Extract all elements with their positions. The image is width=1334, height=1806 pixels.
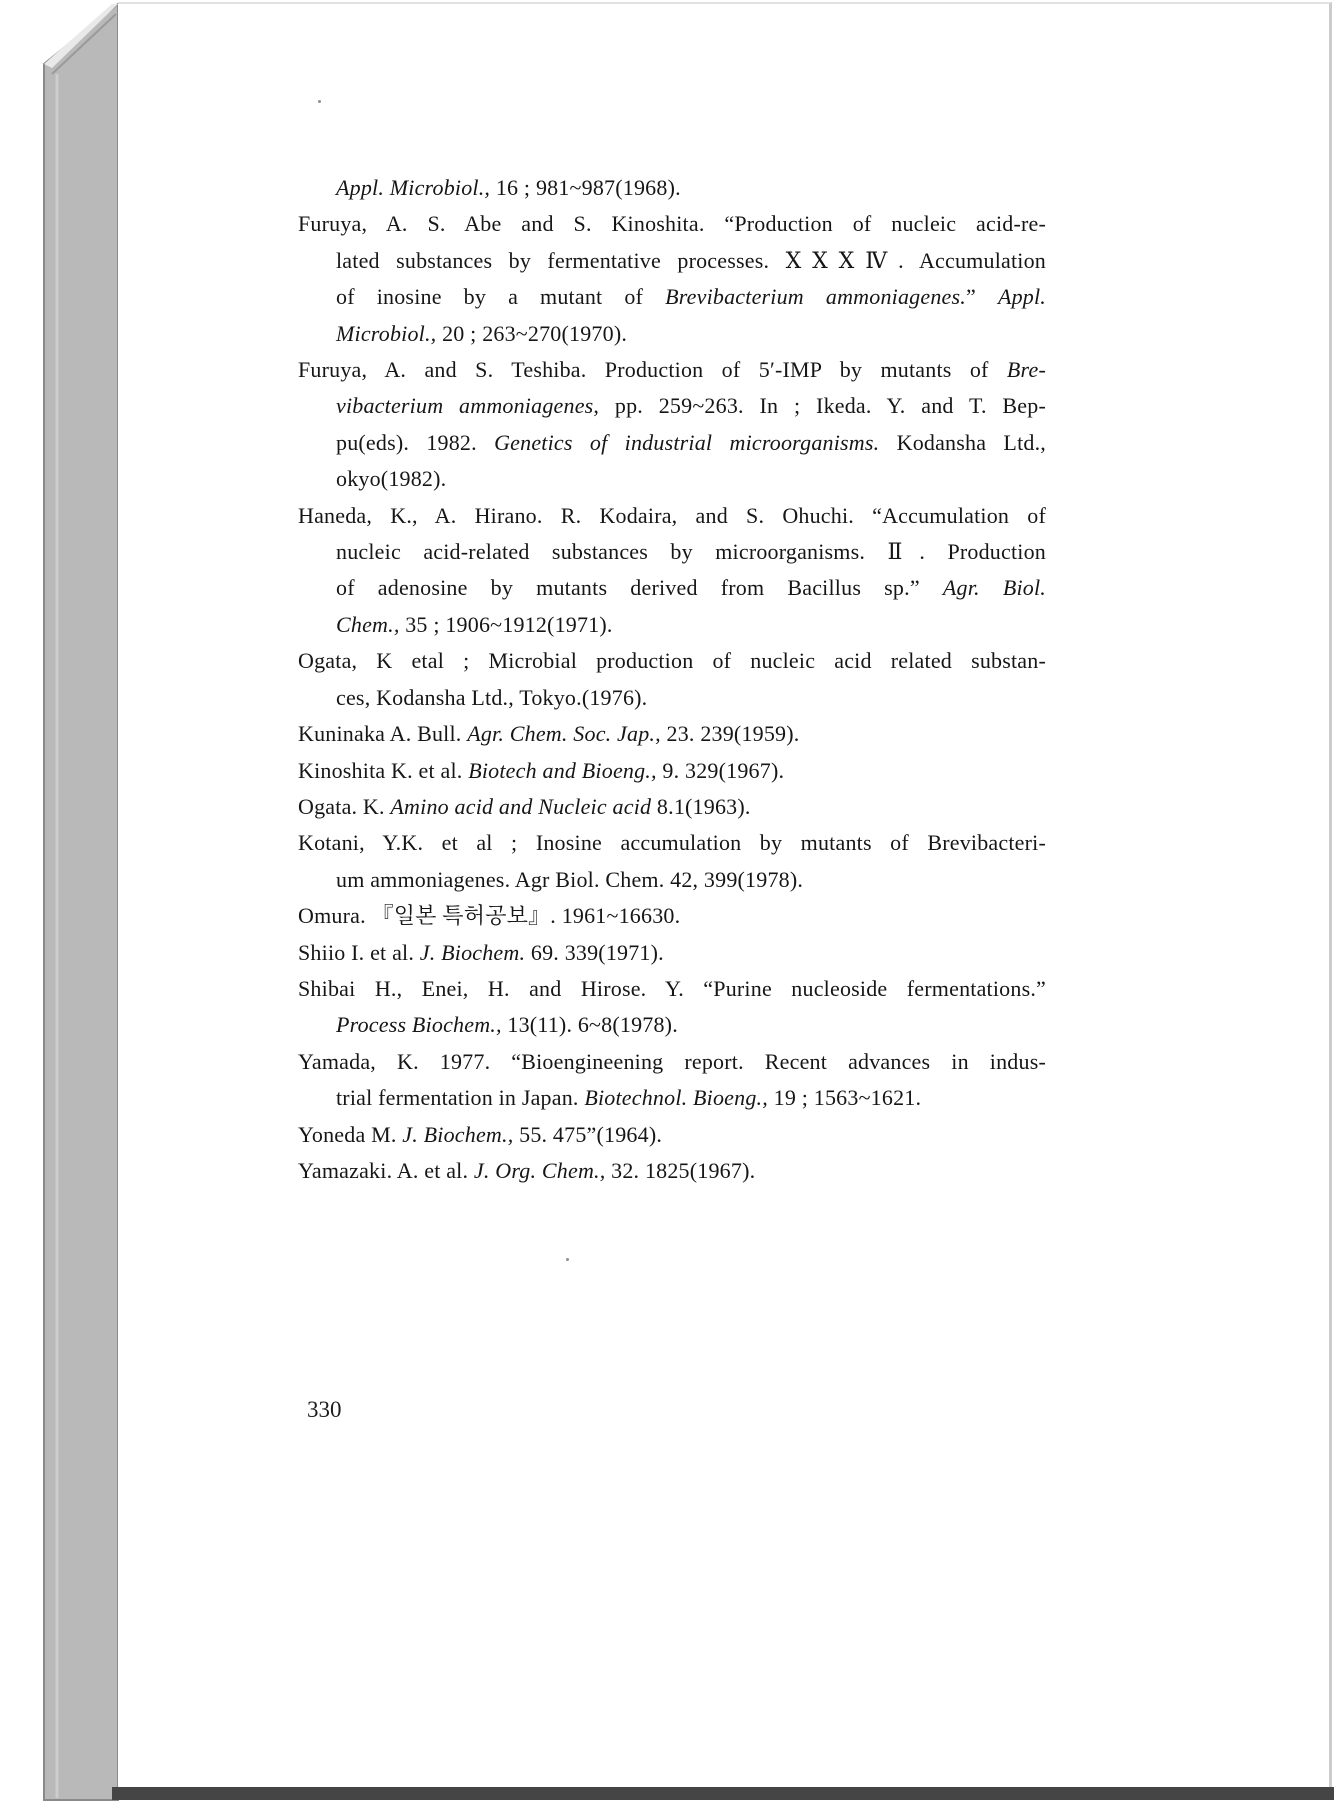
reference-text-segment: Kotani, Y.K. et al ; Inosine accumulation by mutants of Brevibacteri- [298,830,1046,856]
reference-text-segment: Furuya, A. and S. Teshiba. Production of 5′-IMP by mutants of [298,357,1007,383]
reference-text-segment: Agr. Biol. [942,575,1046,601]
scan-speck [318,100,321,103]
reference-line [298,1044,1046,1080]
reference-text-segment: vibacterium ammoniagenes [336,393,594,419]
reference-line [336,170,1046,206]
reference-text-segment: J. Biochem. [419,939,531,965]
reference-text-segment: um ammoniagenes. Agr Biol. Chem. 42, 399(1978). [336,866,804,892]
reference-text-segment: 19 ; 1563~1621. [773,1085,922,1111]
reference-line [298,1117,1046,1153]
reference-text-segment: 32. 1825(1967). [611,1157,756,1183]
reference-line [336,680,1046,716]
reference-line [298,971,1046,1007]
reference-line [298,935,1046,971]
reference-text-segment: trial fermentation in Japan. [336,1085,585,1111]
reference-text-segment: Amino acid and Nucleic acid [390,793,657,819]
spine-shape [44,4,118,1800]
reference-text-segment: Ogata, K etal ; Microbial production of nucleic acid related substan- [298,648,1046,674]
reference-text-segment: 69. 339(1971). [530,939,664,965]
reference-entry [298,935,1046,971]
reference-text-segment: Ogata. K. [298,793,391,819]
reference-line [336,862,1046,898]
reference-text-segment: J. Biochem., [402,1121,520,1147]
reference-line [336,316,1046,352]
reference-text-segment: Kuninaka A. Bull. [298,721,468,747]
reference-text-segment: Biotechnol. Bioeng., [584,1085,774,1111]
reference-text-segment: ” [965,284,998,310]
reference-entry [298,170,1046,206]
reference-text-segment: 16 ; 981~987(1968). [495,175,681,200]
scan-bottom-edge [112,1787,1334,1800]
reference-text-segment: pu(eds). 1982. [336,429,495,455]
book-spine-edge [0,0,130,1806]
reference-text-segment: okyo(1982). [336,466,447,492]
reference-entry [298,352,1046,498]
reference-line [298,898,1046,934]
reference-text-segment: 23. 239(1959). [666,721,800,747]
page-number: 330 [307,1397,342,1422]
reference-entry [298,1117,1046,1153]
reference-text-segment: lated substances by fermentative processes. ⅩⅩⅩⅣ. Accumulation [336,247,1046,273]
reference-text-segment: Appl. Microbiol., [336,175,496,200]
reference-text-segment: , pp. 259~263. In ; Ikeda. Y. and T. Bep- [593,393,1046,419]
reference-text-segment: Kinoshita K. et al. [298,757,469,783]
reference-line [336,279,1046,315]
reference-text-segment: Kodansha Ltd., [879,429,1046,455]
reference-entry [298,1153,1046,1189]
reference-entry [298,1044,1046,1117]
page-edge-highlight [44,4,118,68]
reference-list [298,170,1046,1189]
reference-text-segment: Shiio I. et al. [298,939,420,965]
reference-text-segment: Chem., [336,611,406,637]
reference-entry [298,206,1046,352]
reference-text-segment: 55. 475”(1964). [519,1121,663,1147]
reference-text-segment: Yamazaki. A. et al. [298,1157,474,1183]
reference-line [336,570,1046,606]
reference-text-segment: 13(11). 6~8(1978). [507,1012,678,1038]
reference-line [298,716,1046,752]
reference-text-segment: Genetics of industrial microorganisms. [494,429,880,455]
reference-line [336,425,1046,461]
reference-entry [298,789,1046,825]
reference-text-segment: Yamada, K. 1977. “Bioengineening report. Recent advances in indus- [298,1048,1046,1074]
reference-line [298,1153,1046,1189]
reference-line [336,388,1046,424]
reference-line [298,825,1046,861]
reference-text-segment: Bre- [1006,357,1046,383]
reference-text-segment: Biotech and Bioeng., [468,757,663,783]
reference-text-segment: ces, Kodansha Ltd., Tokyo.(1976). [336,684,648,710]
reference-text-segment: Appl. [997,284,1046,310]
reference-line [336,243,1046,279]
reference-line [336,1007,1046,1043]
reference-entry [298,898,1046,934]
reference-entry [298,971,1046,1044]
reference-text-segment: Microbiol., [336,320,443,346]
reference-text-segment: Agr. Chem. Soc. Jap., [467,721,667,747]
reference-text-segment: nucleic acid-related substances by microorganisms. Ⅱ. Production [336,539,1046,565]
reference-text-segment: Shibai H., Enei, H. and Hirose. Y. “Purine nucleoside fermentations.” [298,975,1046,1001]
book-page [118,2,1332,1787]
reference-line [336,1080,1046,1116]
reference-entry [298,716,1046,752]
reference-line [298,789,1046,825]
reference-text-segment: 20 ; 263~270(1970). [442,320,628,346]
reference-text-segment: 9. 329(1967). [662,757,785,783]
reference-text-segment: Furuya, A. S. Abe and S. Kinoshita. “Production of nucleic acid-re- [298,211,1046,237]
reference-line [336,607,1046,643]
reference-line [336,461,1046,497]
reference-entry [298,753,1046,789]
reference-text-segment: Omura. 『일본 특허공보』. 1961~16630. [298,903,681,929]
reference-line [298,206,1046,242]
reference-line [298,352,1046,388]
reference-line [336,534,1046,570]
reference-line [298,643,1046,679]
reference-entry [298,643,1046,716]
scan-speck [566,1258,569,1261]
reference-text-segment: Haneda, K., A. Hirano. R. Kodaira, and S. Ohuchi. “Accumulation of [298,502,1046,528]
reference-text-segment: Brevibacterium ammoniagenes. [665,284,966,310]
reference-text-segment: Yoneda M. [298,1121,403,1147]
reference-text-segment: 35 ; 1906~1912(1971). [405,611,613,637]
reference-text-segment: of adenosine by mutants derived from Bacillus sp.” [336,575,943,601]
reference-text-segment: 8.1(1963). [656,793,751,819]
reference-line [298,498,1046,534]
page-edge-line [52,14,116,74]
reference-entry [298,498,1046,644]
reference-line [298,753,1046,789]
reference-text-segment: of inosine by a mutant of [336,284,666,310]
reference-text-segment: Process Biochem., [336,1012,508,1038]
reference-entry [298,825,1046,898]
reference-text-segment: J. Org. Chem., [473,1157,612,1183]
